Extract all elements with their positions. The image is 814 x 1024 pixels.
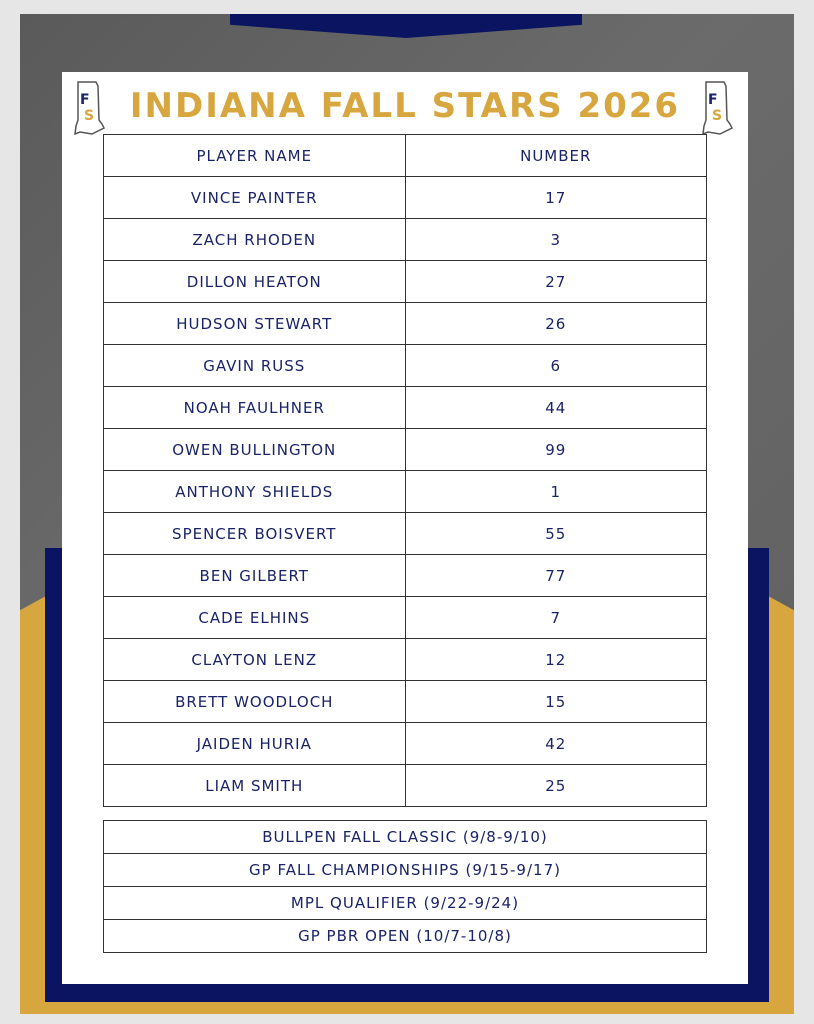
table-row: [104, 765, 707, 807]
player-name: DILLON HEATON: [104, 261, 406, 303]
player-name: HUDSON STEWART: [104, 303, 406, 345]
player-name: ZACH RHODEN: [104, 219, 406, 261]
player-name: JAIDEN HURIA: [104, 723, 406, 765]
event-name: MPL QUALIFIER (9/22-9/24): [104, 887, 707, 920]
table-row: [104, 429, 707, 471]
player-number: 26: [405, 303, 706, 345]
svg-text:F: F: [708, 92, 718, 108]
table-row: [104, 345, 707, 387]
event-row: [104, 920, 707, 953]
player-number: 3: [405, 219, 706, 261]
table-row: [104, 513, 707, 555]
player-number: 44: [405, 387, 706, 429]
column-header-player: PLAYER NAME: [104, 135, 406, 177]
event-row: [104, 887, 707, 920]
svg-text:S: S: [712, 108, 723, 124]
event-row: [104, 821, 707, 854]
player-name: OWEN BULLINGTON: [104, 429, 406, 471]
table-row: [104, 303, 707, 345]
top-accent-tab: [230, 14, 582, 38]
player-name: CADE ELHINS: [104, 597, 406, 639]
table-row: [104, 471, 707, 513]
player-number: 27: [405, 261, 706, 303]
table-row: [104, 261, 707, 303]
table-row: [104, 681, 707, 723]
player-number: 17: [405, 177, 706, 219]
player-number: 77: [405, 555, 706, 597]
roster-card: [62, 72, 748, 984]
player-name: CLAYTON LENZ: [104, 639, 406, 681]
svg-text:F: F: [80, 92, 90, 108]
event-name: GP FALL CHAMPIONSHIPS (9/15-9/17): [104, 854, 707, 887]
player-number: 15: [405, 681, 706, 723]
player-number: 1: [405, 471, 706, 513]
player-name: VINCE PAINTER: [104, 177, 406, 219]
table-header-row: [104, 135, 707, 177]
player-number: 7: [405, 597, 706, 639]
table-row: [104, 219, 707, 261]
table-row: [104, 387, 707, 429]
table-row: [104, 639, 707, 681]
event-row: [104, 854, 707, 887]
table-row: [104, 177, 707, 219]
page-title: INDIANA FALL STARS 2026: [129, 86, 681, 126]
player-name: GAVIN RUSS: [104, 345, 406, 387]
player-name: ANTHONY SHIELDS: [104, 471, 406, 513]
event-name: GP PBR OPEN (10/7-10/8): [104, 920, 707, 953]
events-table: [103, 820, 707, 953]
player-number: 6: [405, 345, 706, 387]
player-name: BRETT WOODLOCH: [104, 681, 406, 723]
player-number: 42: [405, 723, 706, 765]
column-header-number: NUMBER: [405, 135, 706, 177]
table-row: [104, 555, 707, 597]
player-number: 55: [405, 513, 706, 555]
event-name: BULLPEN FALL CLASSIC (9/8-9/10): [104, 821, 707, 854]
table-row: [104, 723, 707, 765]
flyer-background: [20, 14, 794, 1014]
svg-text:S: S: [84, 108, 95, 124]
player-number: 25: [405, 765, 706, 807]
player-name: SPENCER BOISVERT: [104, 513, 406, 555]
player-number: 12: [405, 639, 706, 681]
player-number: 99: [405, 429, 706, 471]
player-name: BEN GILBERT: [104, 555, 406, 597]
table-row: [104, 597, 707, 639]
player-name: LIAM SMITH: [104, 765, 406, 807]
player-name: NOAH FAULHNER: [104, 387, 406, 429]
roster-table: [103, 134, 707, 807]
